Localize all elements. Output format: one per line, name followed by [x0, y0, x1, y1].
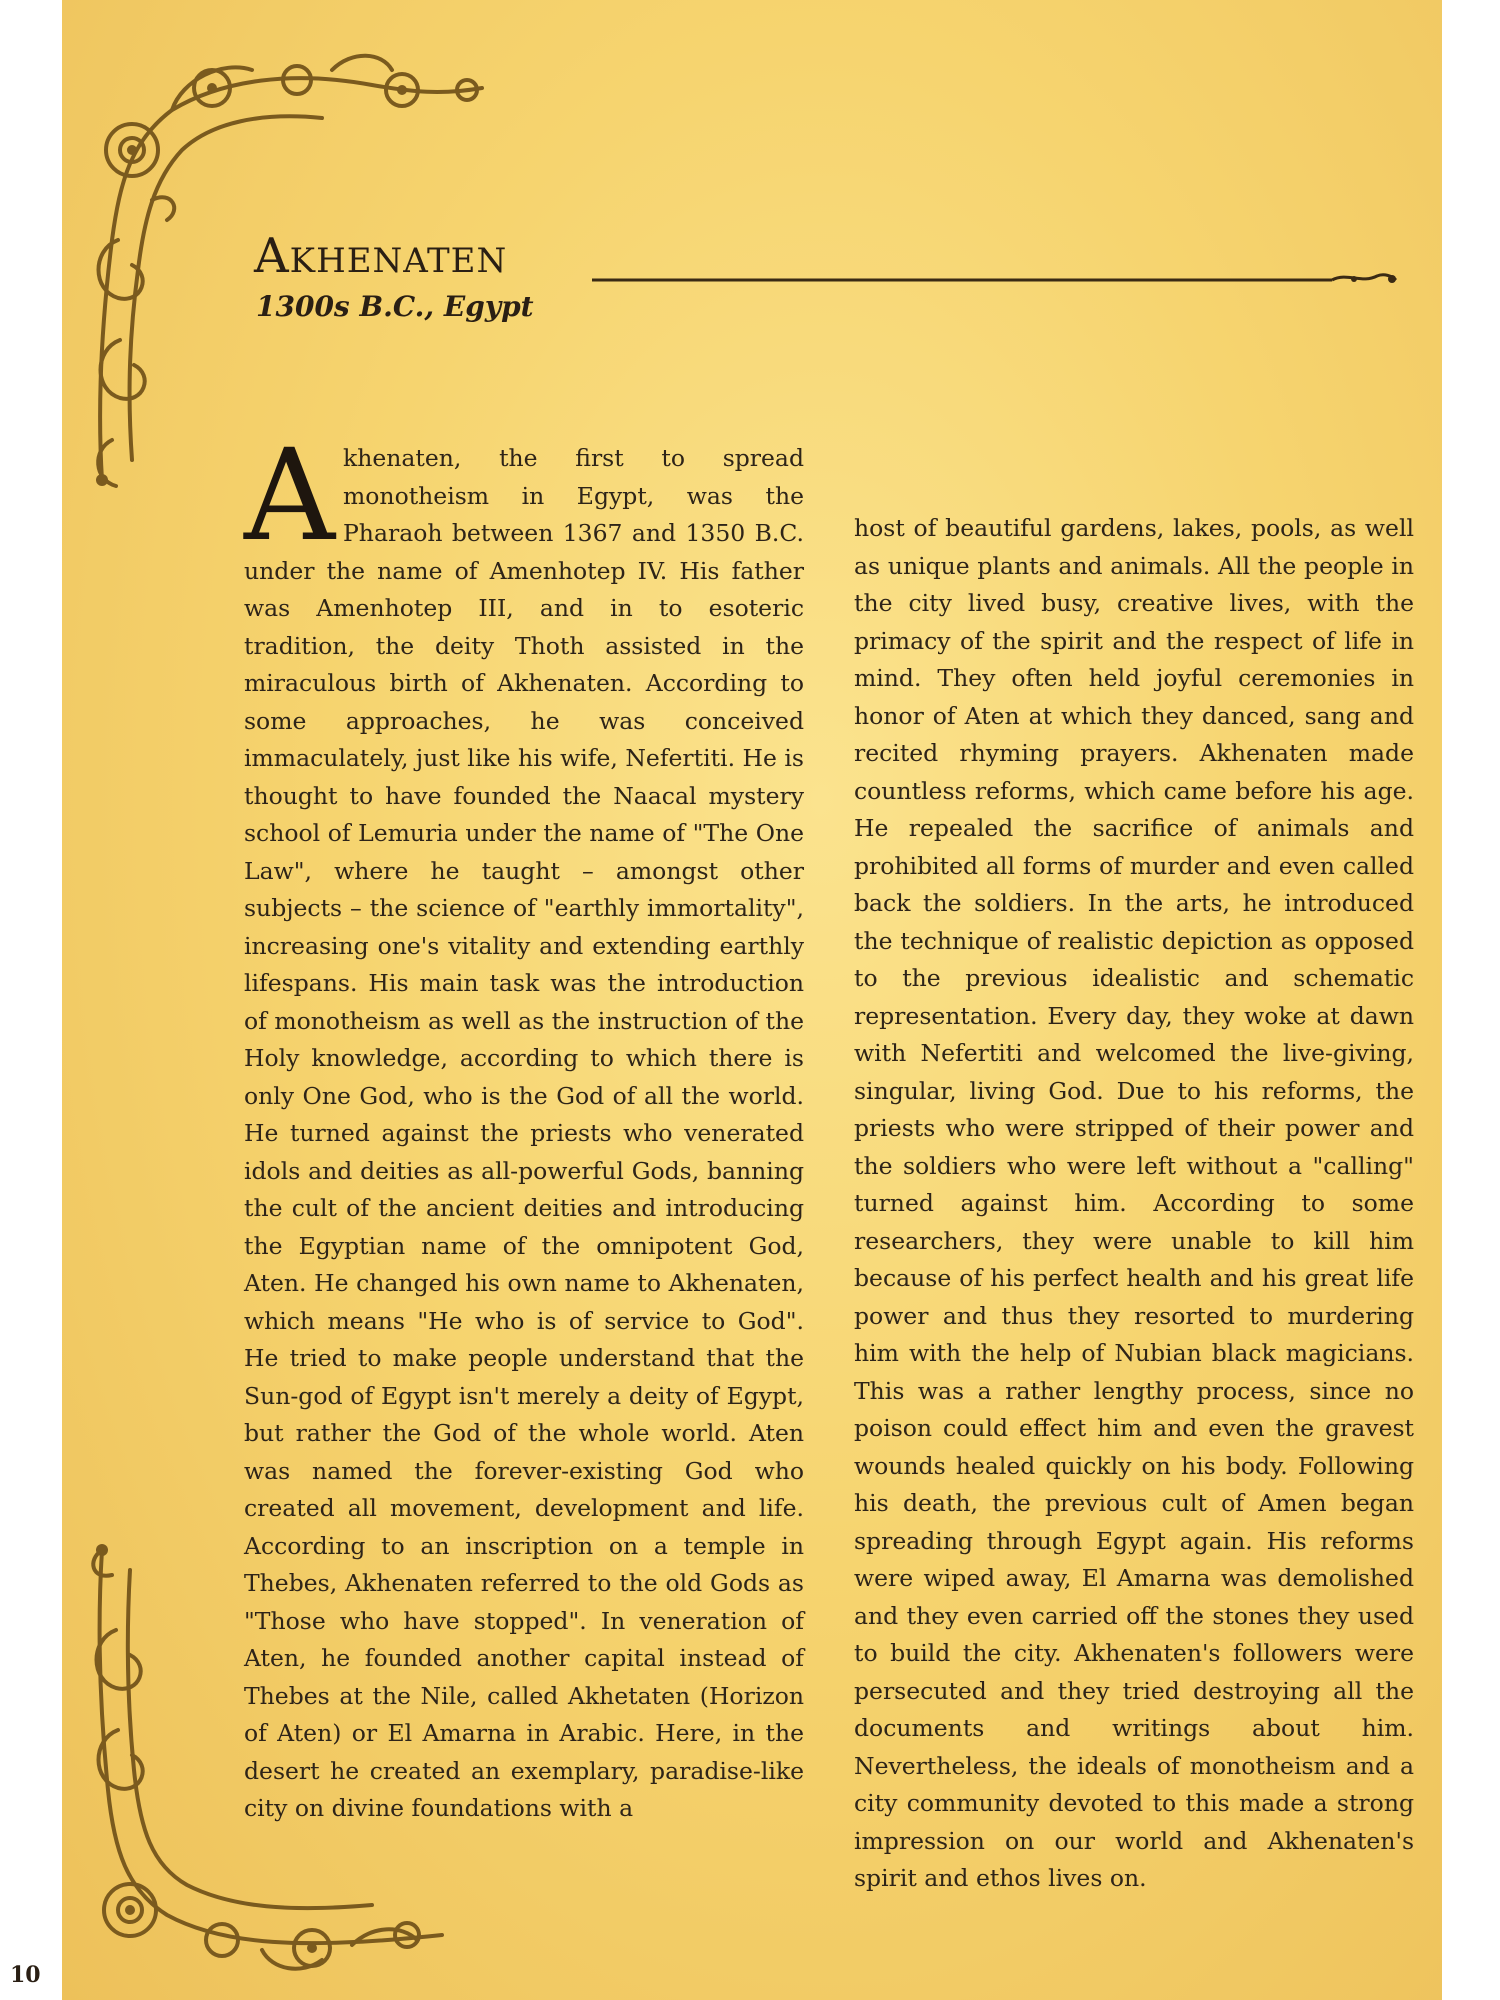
- body-column-left: [244, 422, 804, 1828]
- left-column-text: khenaten, the first to spread monotheism in Egypt, was the Pharaoh between 1367 and 1350 B.C. under the name of Amenhotep IV. His father was Amenhotep III, and in to esoteric tradition, the deity Thoth assisted in the miraculous birth of Akhenaten. According to some approaches, he was conceived immaculately, just like his wife, Nefertiti. He is thought to have founded the Naacal mystery school of Lemuria under the name of "The One Law", where he taught – amongst other subjects – the science of "earthly immortality", increasing one's vitality and extending earthly lifespans. His main task was the introduction of monotheism as well as the instruction of the Holy knowledge, according to which there is only One God, who is the God of all the world. He turned against the priests who venerated idols and deities as all-powerful Gods, banning the cult of the ancient deities and introducing the Egyptian name of the omnipotent God, Aten. He changed his own name to Akhenaten, which means "He who is of service to God". He tried to make people understand that the Sun-god of Egypt isn't merely a deity of Egypt, but rather the God of the whole world. Aten was named the forever-existing God who created all movement, development and life. According to an inscription on a temple in Thebes, Akhenaten referred to the old Gods as "Those who have stopped". In veneration of Aten, he founded another capital instead of Thebes at the Nile, called Akhetaten (Horizon of Aten) or El Amarna in Arabic. Here, in the desert he created an exemplary, paradise-like city on divine foundations with a: [244, 444, 804, 1822]
- book-page: [62, 0, 1442, 2000]
- drop-cap: A: [244, 422, 335, 569]
- page-number: 10: [10, 1962, 41, 1988]
- title-rule-divider: [592, 270, 1400, 288]
- page-title: Akhenaten: [254, 228, 508, 284]
- right-column-text: host of beautiful gardens, lakes, pools, as well as unique plants and animals. All the people in the city lived busy, creative lives, with the primacy of the spirit and the respect of life in mind. They often held joyful ceremonies in honor of Aten at which they danced, sang and recited rhyming prayers. Akhenaten made countless reforms, which came before his age. He repealed the sacrifice of animals and prohibited all forms of murder and even called back the soldiers. In the arts, he introduced the technique of realistic depiction as opposed to the previous idealistic and schematic representation. Every day, they woke at dawn with Nefertiti and welcomed the live-giving, singular, living God. Due to his reforms, the priests who were stripped of their power and the soldiers who were left without a "calling" turned against him. According to some researchers, they were unable to kill him because of his perfect health and his great life power and thus they resorted to murdering him with the help of Nubian black magicians. This was a rather lengthy process, since no poison could effect him and even the gravest wounds healed quickly on his body. Following his death, the previous cult of Amen began spreading through Egypt again. His reforms were wiped away, El Amarna was demolished and they even carried off the stones they used to build the city. Akhenaten's followers were persecuted and they tried destroying all the documents and writings about him. Nevertheless, the ideals of monotheism and a city community devoted to this made a strong impression on our world and Akhenaten's spirit and ethos lives on.: [854, 514, 1414, 1892]
- body-column-right: [854, 510, 1414, 1898]
- page-subtitle: 1300s B.C., Egypt: [256, 290, 534, 323]
